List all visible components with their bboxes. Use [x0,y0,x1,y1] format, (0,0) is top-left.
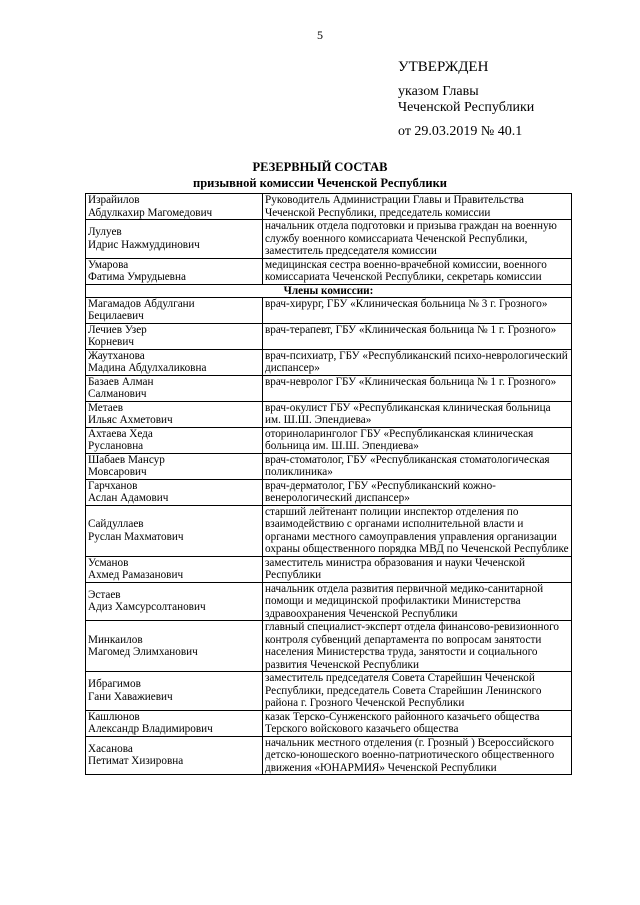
member-row [86,349,572,375]
person-role-cell: главный специалист-эксперт отдела финансово-ревизионного контроля субвенций департамента по вопросам занятости населения Министерства труда, занятости и социального развития Чеченской Республики [263,621,572,672]
person-name-line-2: Магомед Элимханович [88,646,198,658]
member-row [86,672,572,711]
person-name-cell [86,505,263,556]
person-role-cell: врач-психиатр, ГБУ «Республиканский психо-неврологический диспансер» [263,349,572,375]
person-role-cell: начальник отдела развития первичной медико-санитарной помощи и медицинской профилактики Министерства здравоохранения Чеченской Республики [263,582,572,621]
person-role-cell: врач-дерматолог, ГБУ «Республиканский кожно-венерологический диспансер» [263,479,572,505]
person-name-line-2: Корневич [88,336,134,348]
commission-table [85,193,572,775]
person-name-line-1: Шабаев Мансур [88,453,165,466]
person-name-line-2: Идрис Нажмуддинович [88,238,200,251]
person-name-line-1: Кашлюнов [88,710,140,723]
member-row [86,479,572,505]
person-name-line-2: Руслан Махматович [88,530,184,543]
person-name-line-1: Эстаев [88,588,121,601]
person-role-cell: врач-хирург, ГБУ «Клиническая больница № 3 г. Грозного» [263,297,572,323]
person-name-line-1: Хасанова [88,742,133,755]
member-row [86,621,572,672]
person-role-cell: врач-невролог ГБУ «Клиническая больница № 1 г. Грозного» [263,375,572,401]
member-row [86,505,572,556]
approval-decree: указом Главы [398,84,479,99]
person-name-cell [86,323,263,349]
member-row [86,453,572,479]
members-section-row [86,284,572,297]
approval-authority: Чеченской Республики [398,100,535,115]
document-title: РЕЗЕРВНЫЙ СОСТАВ [252,160,388,174]
person-name-line-2: Бецилаевич [88,310,144,322]
approval-heading: УТВЕРЖДЕН [398,59,489,75]
member-row [86,297,572,323]
person-name-line-2: Гани Хаважиевич [88,690,173,703]
approval-date: от 29.03.2019 № 40.1 [398,124,523,139]
person-role-cell: начальник местного отделения (г. Грозный ) Всероссийского детско-юношеского военно-патриотического общественного движения «ЮНАРМИЯ» Чеченской Республики [263,736,572,775]
person-name-cell [86,297,263,323]
person-name-line-1: Лечиев Узер [88,323,147,336]
person-name-line-2: Фатима Умрудыевна [88,271,186,283]
person-name-line-2: Адиз Хамсурсолтанович [88,601,206,614]
person-name-line-1: Магамадов Абдулгани [88,297,195,310]
leadership-row [86,258,572,284]
person-name-line-2: Ильяс Ахметович [88,414,173,426]
person-name-line-1: Базаев Алман [88,375,154,388]
member-row [86,556,572,582]
person-name-cell [86,375,263,401]
person-role-cell: врач-стоматолог, ГБУ «Республиканская стоматологическая поликлиника» [263,453,572,479]
leadership-row [86,220,572,259]
person-name-cell [86,453,263,479]
person-name-line-1: Израйилов [88,194,140,206]
person-name-cell [86,710,263,736]
person-role-cell: медицинская сестра военно-врачебной комиссии, военного комиссариата Чеченской Республики, секретарь комиссии [263,258,572,284]
person-name-line-1: Лулуев [88,226,122,239]
person-name-line-2: Салманович [88,388,147,400]
person-name-cell [86,621,263,672]
person-name-line-2: Ахмед Рамазанович [88,569,184,581]
person-name-cell [86,427,263,453]
person-name-cell [86,194,263,220]
person-name-cell [86,349,263,375]
person-role-cell: Руководитель Администрации Главы и Правительства Чеченской Республики, председатель комиссии [263,194,572,220]
person-name-line-1: Жаутханова [88,349,145,362]
commission-table-body [86,194,572,775]
person-role-cell: оториноларинголог ГБУ «Республиканская клиническая больница им. Ш.Ш. Эпендиева» [263,427,572,453]
person-role-cell: старший лейтенант полиции инспектор отделения по взаимодействию с органами исполнительной власти и органами местного самоуправления управления организации охраны общественного порядка МВД по Чеченской Республике [263,505,572,556]
person-name-cell [86,736,263,775]
person-name-line-2: Абдулкахир Магомедович [88,206,213,219]
person-name-cell [86,582,263,621]
person-role-cell: заместитель председателя Совета Старейшин Чеченской Республики, председатель Совета Старейшин Ленинского района г. Грозного Чеченской Республики [263,672,572,711]
person-name-cell [86,672,263,711]
person-name-line-2: Александр Владимирович [88,723,213,735]
person-role-cell: заместитель министра образования и науки Чеченской Республики [263,556,572,582]
person-role-cell: казак Терско-Сунженского районного казачьего общества Терского войскового казачьего общества [263,710,572,736]
person-name-line-2: Петимат Хизировна [88,755,184,768]
member-row [86,710,572,736]
document-subtitle: призывной комиссии Чеченской Республики [193,176,447,190]
person-name-cell [86,258,263,284]
member-row [86,323,572,349]
person-role-cell: начальник отдела подготовки и призыва граждан на военную службу военного комиссариата Чеченской Республики, заместитель председателя комиссии [263,220,572,259]
leadership-row [86,194,572,220]
person-name-line-1: Гарчханов [88,479,138,492]
person-name-cell [86,220,263,259]
person-name-line-1: Метаев [88,401,124,414]
person-name-cell [86,401,263,427]
person-name-line-2: Мовсарович [88,466,147,478]
person-name-line-1: Усманов [88,556,129,569]
person-name-line-1: Минкаилов [88,633,143,646]
member-row [86,427,572,453]
person-name-line-2: Аслан Адамович [88,492,169,504]
person-name-cell [86,479,263,505]
members-section-header: Члены комиссии: [86,284,572,297]
member-row [86,582,572,621]
person-name-line-1: Ибрагимов [88,678,141,691]
person-name-line-2: Руслановна [88,440,144,452]
member-row [86,736,572,775]
approval-block [398,58,628,140]
person-name-cell [86,556,263,582]
person-name-line-1: Ахтаева Хеда [88,427,153,440]
member-row [86,401,572,427]
page-number: 5 [317,28,323,42]
person-name-line-1: Сайдуллаев [88,518,144,530]
person-name-line-2: Мадина Абдулхаликовна [88,362,207,374]
person-role-cell: врач-терапевт, ГБУ «Клиническая больница № 1 г. Грозного» [263,323,572,349]
person-name-line-1: Умарова [88,258,129,271]
person-role-cell: врач-окулист ГБУ «Республиканская клиническая больница им. Ш.Ш. Эпендиева» [263,401,572,427]
member-row [86,375,572,401]
